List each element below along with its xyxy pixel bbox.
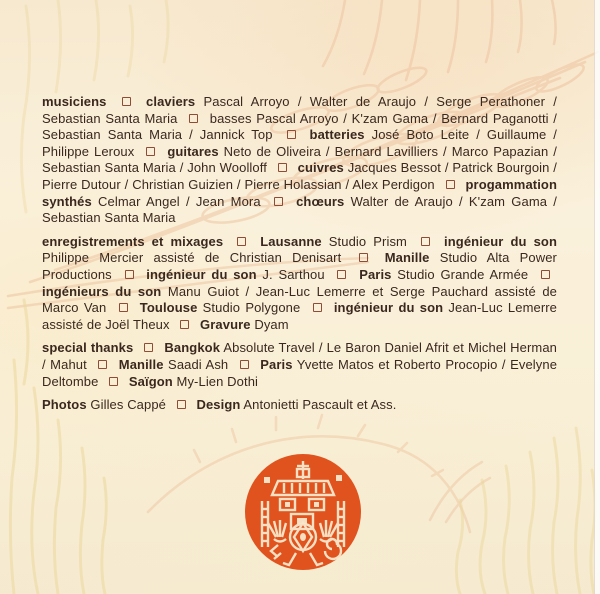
separator-square-icon [421, 237, 430, 246]
credit-label: ingénieur du son [444, 233, 557, 249]
separator-square-icon [446, 180, 455, 189]
separator-square-icon [119, 303, 128, 312]
credit-label: special thanks [42, 340, 134, 356]
paragraph-musiciens [42, 94, 557, 227]
credit-label: ingénieurs du son [42, 283, 162, 299]
credit-names: Gilles Cappé [90, 397, 167, 413]
paragraph-enregistrements [42, 234, 557, 334]
credit-names: Dyam [254, 316, 289, 332]
separator-square-icon [313, 303, 322, 312]
separator-square-icon [125, 270, 134, 279]
credit-names: José Boto Leite / Guillaume / Philippe Leroux [42, 127, 558, 159]
credit-label: progammation synthés [42, 176, 557, 209]
credit-label: Design [196, 397, 241, 413]
credit-label: Paris [260, 356, 293, 372]
credit-names: Studio Polygone [202, 300, 301, 316]
credit-names: J. Sarthou [262, 266, 325, 282]
credit-label: cuivres [297, 160, 344, 176]
credit-label: Photos [42, 397, 87, 413]
credit-names: Walter de Araujo / K'zam Gama / Sebastian Santa Maria [42, 193, 557, 226]
credit-names: Neto de Oliveira / Bernard Lavilliers / Marco Papazian / Sebastian Santa Maria / John Woolloff [42, 143, 557, 176]
credit-names: Studio Alta Power Productions [42, 250, 557, 282]
credit-label: enregistrements et mixages [42, 233, 224, 249]
credit-label: Manille [118, 356, 164, 372]
credit-label: chœurs [296, 193, 345, 209]
separator-square-icon [287, 130, 296, 139]
separator-square-icon [180, 320, 189, 329]
credit-names: Antonietti Pascault et Ass. [243, 397, 397, 413]
credit-label: batteries [309, 127, 365, 143]
credit-names: Studio Prism [328, 233, 407, 249]
separator-square-icon [98, 360, 107, 369]
separator-square-icon [274, 197, 283, 206]
separator-square-icon [177, 400, 186, 409]
credit-label: Paris [359, 266, 392, 282]
credit-names: Yvette Matos et Roberto Procopio / Evelyne Deltombe [42, 356, 558, 389]
credit-label: Bangkok [164, 340, 221, 356]
credit-label: guitares [167, 143, 219, 159]
separator-square-icon [237, 237, 246, 246]
credit-label: Lausanne [260, 233, 322, 249]
credit-names: Manu Guiot / Jean-Luc Lemerre et Serge Pauchard assisté de Marco Van [42, 283, 557, 316]
credit-names: Celmar Angel / Jean Mora [98, 193, 261, 209]
grass-right-icon [456, 428, 595, 594]
paragraph-special-thanks [42, 340, 557, 390]
credits-text [42, 94, 557, 421]
paragraph-photos-design [42, 397, 557, 414]
credit-label: Gravure [200, 316, 251, 332]
credit-names: Saadi Ash [168, 356, 229, 372]
separator-square-icon [122, 97, 131, 106]
credit-label: Saïgon [128, 373, 173, 389]
credit-label: Toulouse [139, 300, 198, 316]
credit-label: ingénieur du son [333, 300, 444, 316]
tribal-seal-stamp [242, 451, 364, 573]
separator-square-icon [189, 114, 198, 123]
page-edge [594, 0, 600, 594]
credit-names: Philippe Mercier assisté de Christian Denisart [42, 250, 342, 266]
credit-names: My-Lien Dothi [176, 373, 259, 389]
credit-label: musiciens [42, 94, 107, 109]
separator-square-icon [278, 163, 287, 172]
credit-label: Manille [384, 250, 430, 266]
separator-square-icon [359, 253, 368, 262]
separator-square-icon [109, 377, 118, 386]
credit-names: Pascal Arroyo / Walter de Araujo / Serge Perathoner / Sebastian Santa Maria [42, 94, 558, 126]
credit-label: ingénieur du son [146, 266, 257, 282]
separator-square-icon [240, 360, 249, 369]
credit-names: Studio Grande Armée [397, 266, 529, 282]
credit-names: Absolute Travel / Le Baron Daniel Afrit et Michel Herman / Mahut [42, 340, 558, 372]
separator-square-icon [337, 270, 346, 279]
separator-square-icon [146, 147, 155, 156]
credit-label: claviers [146, 94, 196, 109]
credit-names: basses Pascal Arroyo / K'zam Gama / Bernard Paganotti / Sebastian Santa Maria / Jannick Top [42, 110, 558, 143]
credit-names: Jean-Luc Lemerre assisté de Joël Theux [42, 300, 558, 332]
separator-square-icon [144, 343, 153, 352]
credit-names: Jacques Bessot / Patrick Bourgoin / Pierre Dutour / Christian Guizien / Pierre Holassian / Alex Perdigon [42, 160, 558, 192]
separator-square-icon [541, 270, 550, 279]
